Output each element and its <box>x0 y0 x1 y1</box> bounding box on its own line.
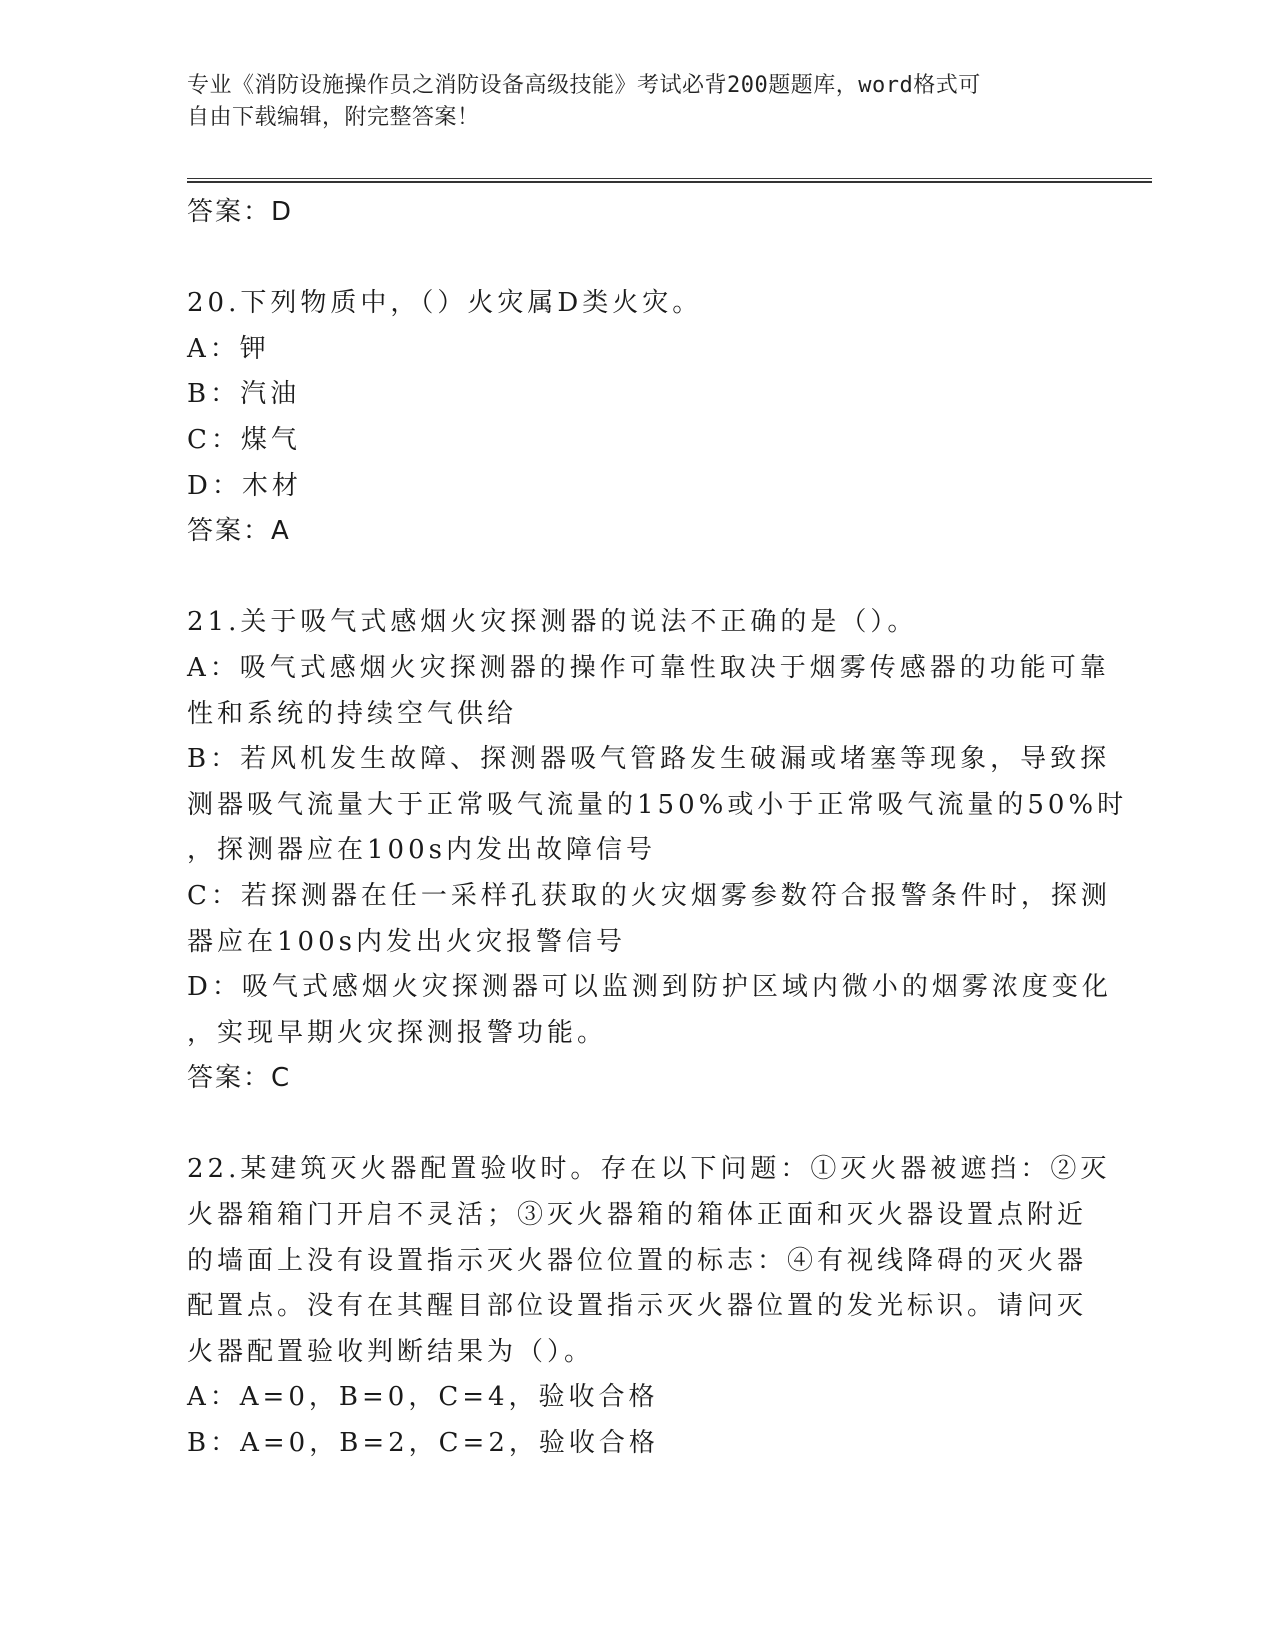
option-line: B：若风机发生故障、探测器吸气管路发生破漏或堵塞等现象，导致探 <box>187 744 1111 775</box>
option-line: C：煤气 <box>187 424 301 455</box>
question-stem-line: 21.关于吸气式感烟火灾探测器的说法不正确的是（）。 <box>187 607 918 638</box>
question-block <box>187 600 1128 1102</box>
option-line: ，实现早期火灾探测报警功能。 <box>187 1017 608 1048</box>
option-line: D：木材 <box>187 470 302 501</box>
question-block <box>187 1147 1111 1466</box>
question-stem-line: 火器箱箱门开启不灵活；③灭火器箱的箱体正面和灭火器设置点附近 <box>187 1200 1088 1231</box>
answer-line: 答案：D <box>187 197 294 227</box>
option-line: B：汽油 <box>187 379 301 410</box>
answer-line: 答案：C <box>187 1063 292 1094</box>
question-gap <box>187 1102 1067 1148</box>
question-block <box>187 281 1067 555</box>
option-line: ，探测器应在100s内发出故障信号 <box>187 835 656 866</box>
question-stem-line: 配置点。没有在其醒目部位设置指示灭火器位置的发光标识。请问灭 <box>187 1291 1088 1322</box>
question-stem-line: 22.某建筑灭火器配置验收时。存在以下问题：①灭火器被遮挡：②灭 <box>187 1154 1111 1185</box>
answer-line: 答案：A <box>187 516 291 547</box>
header-divider <box>187 178 1152 183</box>
question-gap <box>187 236 1067 282</box>
question-stem-line: 的墙面上没有设置指示灭火器位位置的标志：④有视线降碍的灭火器 <box>187 1245 1088 1276</box>
header-line-2: 自由下载编辑，附完整答案！ <box>187 105 480 130</box>
option-line: A：A=0，B=0，C=4，验收合格 <box>187 1382 659 1413</box>
header-line-1: 专业《消防设施操作员之消防设备高级技能》考试必背200题题库，word格式可 <box>187 73 981 98</box>
document-header <box>187 70 1067 134</box>
option-line: 性和系统的持续空气供给 <box>187 698 518 729</box>
question-stem-line: 20.下列物质中，（）火灾属D类火灾。 <box>187 288 703 319</box>
option-line: B：A=0，B=2，C=2，验收合格 <box>187 1428 659 1459</box>
option-line: D：吸气式感烟火灾探测器可以监测到防护区域内微小的烟雾浓度变化 <box>187 972 1112 1003</box>
question-gap <box>187 555 1067 601</box>
question-list <box>187 190 1128 1467</box>
question-stem-line: 火器配置验收判断结果为（）。 <box>187 1336 595 1367</box>
option-line: 测器吸气流量大于正常吸气流量的150%或小于正常吸气流量的50%时 <box>187 789 1128 820</box>
option-line: C：若探测器在任一采样孔获取的火灾烟雾参数符合报警条件时，探测 <box>187 880 1111 911</box>
option-line: A：钾 <box>187 333 270 364</box>
option-line: 器应在100s内发出火灾报警信号 <box>187 926 626 957</box>
option-line: A：吸气式感烟火灾探测器的操作可靠性取决于烟雾传感器的功能可靠 <box>187 652 1110 683</box>
